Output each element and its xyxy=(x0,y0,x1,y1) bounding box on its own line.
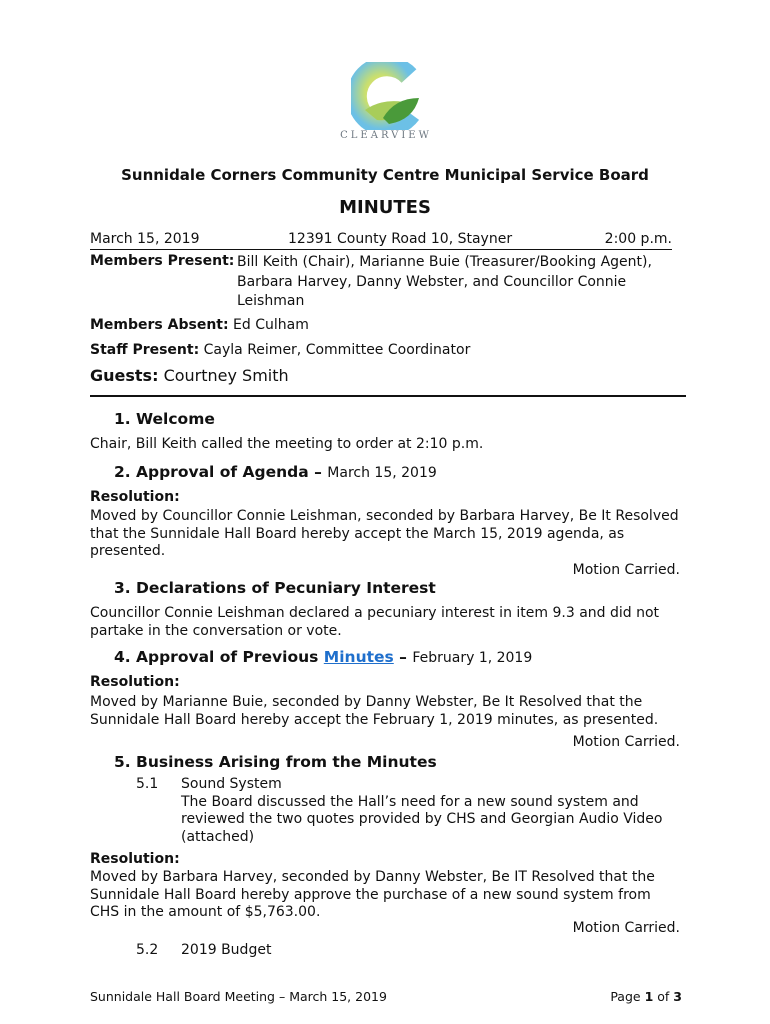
resolution-text xyxy=(90,694,690,729)
resolution-label: Resolution: xyxy=(90,674,180,690)
page-number xyxy=(480,989,682,1004)
text-line: Sunnidale Hall Board hereby accept the February 1, 2019 minutes, as presented. xyxy=(90,711,659,728)
guests xyxy=(90,366,289,385)
logo xyxy=(333,62,439,130)
subitem-number: 5.1 xyxy=(136,776,159,792)
section-heading xyxy=(114,579,436,597)
section-number: 5. xyxy=(114,753,131,771)
section-body: Chair, Bill Keith called the meeting to order at 2:10 p.m. xyxy=(90,436,484,452)
divider xyxy=(90,395,686,397)
section-number: 4. xyxy=(114,648,131,666)
members-absent xyxy=(90,317,309,333)
text-line: CHS in the amount of $5,763.00. xyxy=(90,904,321,920)
page-total: 3 xyxy=(673,989,682,1004)
motion-carried: Motion Carried. xyxy=(572,920,680,936)
text-line: (attached) xyxy=(181,828,255,845)
clearview-logo-icon xyxy=(351,62,421,130)
section-heading xyxy=(114,753,437,771)
section-number: 1. xyxy=(114,410,131,428)
motion-carried: Motion Carried. xyxy=(572,734,680,750)
section-heading xyxy=(114,463,437,481)
of-word: of xyxy=(657,989,670,1004)
staff-value: Cayla Reimer, Committee Coordinator xyxy=(203,342,471,358)
page-current: 1 xyxy=(644,989,654,1004)
footer-left: Sunnidale Hall Board Meeting – March 15, 2019 xyxy=(90,989,387,1004)
doc-title: MINUTES xyxy=(339,197,431,218)
subitem-title: 2019 Budget xyxy=(181,942,272,958)
section-number: 2. xyxy=(114,463,131,481)
section-heading xyxy=(114,648,532,666)
section-number: 3. xyxy=(114,579,131,597)
section-title: Approval of Agenda – xyxy=(136,463,322,481)
section-title: Approval of Previous xyxy=(136,648,319,666)
text-line: The Board discussed the Hall’s need for a new sound system and xyxy=(181,793,639,810)
section-heading xyxy=(114,410,215,428)
text-line: Councillor Connie Leishman declared a pecuniary interest in item 9.3 and did not xyxy=(90,605,660,621)
text-line: Sunnidale Hall Board hereby approve the purchase of a new sound system from xyxy=(90,886,651,903)
members-present xyxy=(237,253,652,312)
subitem-number: 5.2 xyxy=(136,942,159,958)
text-line: reviewed the two quotes provided by CHS and Georgian Audio Video xyxy=(181,811,663,827)
resolution-text xyxy=(90,508,690,561)
subitem-title: Sound System xyxy=(181,776,282,792)
present-line: Barbara Harvey, Danny Webster, and Councillor Connie xyxy=(237,273,627,290)
subitem-sound-system xyxy=(181,776,662,846)
resolution-text xyxy=(90,869,690,922)
text-line: presented. xyxy=(90,543,166,559)
section-title: Declarations of Pecuniary Interest xyxy=(136,579,436,597)
page-word: Page xyxy=(610,989,641,1004)
resolution-label: Resolution: xyxy=(90,851,180,867)
section-title: Business Arising from the Minutes xyxy=(136,753,437,771)
text-line: partake in the conversation or vote. xyxy=(90,622,342,639)
section-title: Welcome xyxy=(136,410,215,428)
section-date: February 1, 2019 xyxy=(412,650,533,666)
section-body xyxy=(90,605,690,640)
present-line: Bill Keith (Chair), Marianne Buie (Treasurer/Booking Agent), xyxy=(237,254,652,270)
section-date: March 15, 2019 xyxy=(327,465,437,481)
meeting-location: 12391 County Road 10, Stayner xyxy=(288,231,513,247)
motion-carried: Motion Carried. xyxy=(572,562,680,578)
text-line: Moved by Marianne Buie, seconded by Danny Webster, Be It Resolved that the xyxy=(90,694,643,710)
section-dash: – xyxy=(399,648,407,666)
text-line: Moved by Barbara Harvey, seconded by Danny Webster, Be IT Resolved that the xyxy=(90,869,655,885)
logo-wordmark: CLEARVIEW xyxy=(340,130,432,141)
guests-value: Courtney Smith xyxy=(163,366,289,385)
members-present-label: Members Present: xyxy=(90,253,235,269)
present-line: Leishman xyxy=(237,293,305,309)
absent-value: Ed Culham xyxy=(233,317,309,333)
minutes-link[interactable]: Minutes xyxy=(323,648,394,666)
guests-label: Guests: xyxy=(90,366,159,385)
text-line: Moved by Councillor Connie Leishman, seconded by Barbara Harvey, Be It Resolved xyxy=(90,508,679,524)
resolution-label: Resolution: xyxy=(90,489,180,505)
org-title: Sunnidale Corners Community Centre Municipal Service Board xyxy=(121,166,649,184)
absent-label: Members Absent: xyxy=(90,317,229,333)
meeting-date: March 15, 2019 xyxy=(90,231,200,247)
text-line: that the Sunnidale Hall Board hereby accept the March 15, 2019 agenda, as xyxy=(90,525,625,542)
staff-present xyxy=(90,342,470,358)
meeting-time: 2:00 p.m. xyxy=(604,231,672,247)
staff-label: Staff Present: xyxy=(90,342,200,358)
meeting-meta xyxy=(90,231,672,250)
